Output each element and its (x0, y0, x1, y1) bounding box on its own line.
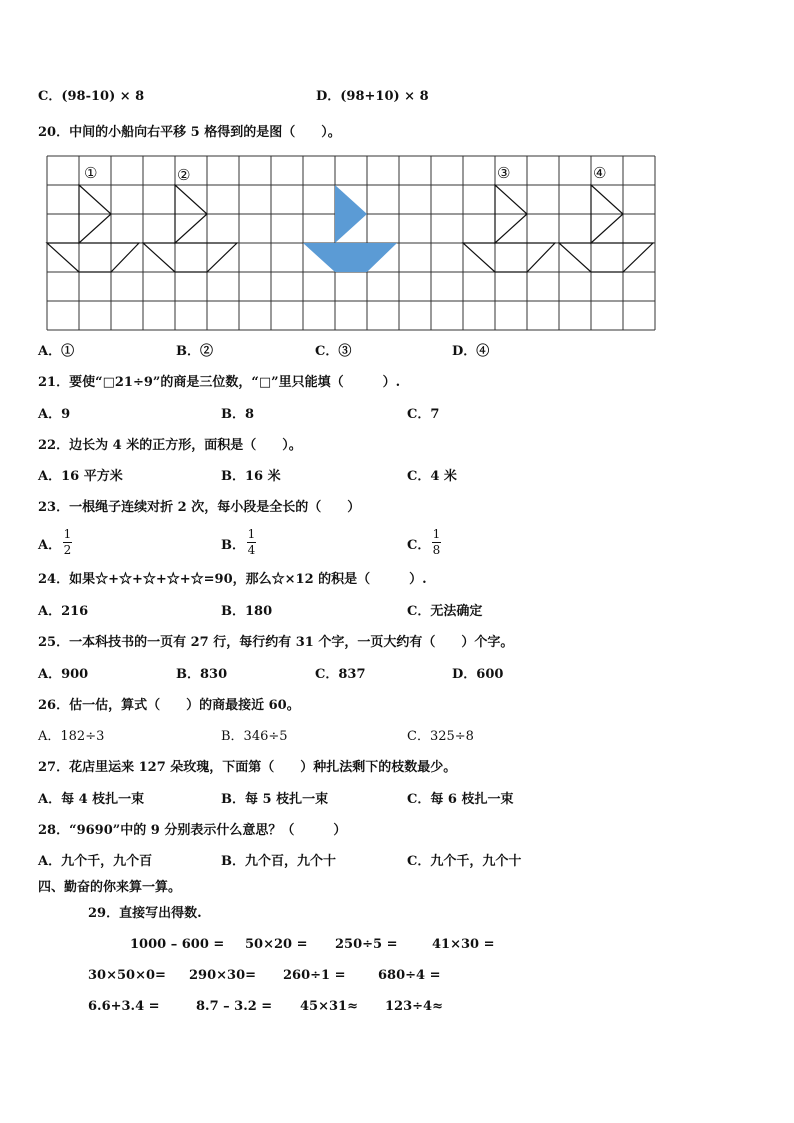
q29-r3-c3: 45×31≈ (300, 999, 358, 1014)
q19-option-d: D．(98+10) × 8 (316, 89, 429, 104)
label-1: ① (84, 164, 98, 182)
boat-3 (463, 185, 555, 272)
q23-fraction-b-den: 4 (247, 543, 256, 557)
q26-option-c: C．325÷8 (407, 729, 474, 744)
q21-option-c: C．7 (407, 407, 440, 422)
boat-4-hull (559, 243, 653, 272)
boat-grid-figure (0, 150, 794, 350)
label-4: ④ (593, 164, 607, 182)
boat-2-hull (143, 243, 237, 272)
q24-option-b: B．180 (221, 604, 273, 619)
q28-stem: 28．“9690”中的 9 分别表示什么意思？（ ） (38, 823, 347, 838)
q22-option-a: A．16 平方米 (38, 469, 123, 484)
middle-boat-sail (335, 185, 367, 243)
q29-r3-c1: 6.6+3.4 = (88, 999, 160, 1014)
q25-option-a: A．900 (38, 667, 89, 682)
q22-option-b: B．16 米 (221, 469, 281, 484)
middle-boat-hull (303, 243, 397, 272)
middle-boat (303, 185, 397, 272)
q20-option-c: C．③ (315, 344, 352, 359)
q26-stem: 26．估一估，算式（ ）的商最接近 60。 (38, 698, 300, 713)
q29-r3-c4: 123÷4≈ (385, 999, 443, 1014)
q21-stem: 21．要使“□21÷9”的商是三位数，“□”里只能填（ ）. (38, 375, 401, 390)
q29-r1-c4: 41×30 = (432, 937, 495, 952)
boat-4 (559, 185, 653, 272)
q23-fraction-a-num: 1 (63, 527, 72, 541)
boat-1-hull (47, 243, 139, 272)
q28-option-c: C．九个千，九个十 (407, 854, 522, 869)
label-3: ③ (497, 164, 511, 182)
q23-fraction-a (63, 528, 72, 557)
q27-stem: 27．花店里运来 127 朵玫瑰，下面第（ ）种扎法剩下的枝数最少。 (38, 760, 457, 775)
q25-option-d: D．600 (452, 667, 504, 682)
q29-r1-c1: 1000 – 600 = (130, 937, 225, 952)
q23-option-b-letter: B． (221, 538, 245, 553)
q29-r1-c3: 250÷5 = (335, 937, 398, 952)
q23-fraction-b-num: 1 (247, 527, 256, 541)
section-4-heading: 四、勤奋的你来算一算。 (38, 880, 182, 895)
q22-option-c: C．4 米 (407, 469, 457, 484)
q29-r3-c2: 8.7 – 3.2 = (196, 999, 273, 1014)
q23-option-a-letter: A． (38, 538, 62, 553)
q28-option-b: B．九个百，九个十 (221, 854, 336, 869)
q29-r1-c2: 50×20 = (245, 937, 308, 952)
q27-option-a: A．每 4 枝扎一束 (38, 792, 145, 807)
q20-option-b: B．② (176, 344, 213, 359)
q25-option-b: B．830 (176, 667, 228, 682)
q25-option-c: C．837 (315, 667, 366, 682)
q20-option-a: A．① (38, 344, 75, 359)
boat-1 (47, 185, 139, 272)
q28-option-a: A．九个千，九个百 (38, 854, 153, 869)
q23-fraction-c-den: 8 (432, 543, 441, 557)
q24-option-a: A．216 (38, 604, 89, 619)
q27-option-c: C．每 6 枝扎一束 (407, 792, 514, 807)
q26-option-b: B．346÷5 (221, 729, 288, 744)
q23-fraction-a-den: 2 (63, 543, 72, 557)
q19-option-c: C．(98-10) × 8 (38, 89, 145, 104)
q29-r2-c1: 30×50×0= (88, 968, 166, 983)
label-2: ② (177, 166, 191, 184)
q23-fraction-c (432, 528, 441, 557)
q21-option-a: A．9 (38, 407, 71, 422)
q29-r2-c3: 260÷1 = (283, 968, 346, 983)
q23-option-c-letter: C． (407, 538, 431, 553)
q23-stem: 23．一根绳子连续对折 2 次，每小段是全长的（ ） (38, 500, 361, 515)
q22-stem: 22．边长为 4 米的正方形，面积是（ ）。 (38, 438, 302, 453)
q24-option-c: C．无法确定 (407, 604, 483, 619)
q24-stem: 24．如果☆+☆+☆+☆+☆=90，那么☆×12 的积是（ ）. (38, 572, 427, 587)
q23-fraction-c-num: 1 (432, 527, 441, 541)
q29-r2-c4: 680÷4 = (378, 968, 441, 983)
boat-3-hull (463, 243, 555, 272)
q26-option-a: A．182÷3 (38, 729, 105, 744)
q29-stem: 29．直接写出得数. (88, 906, 202, 921)
q23-fraction-b (247, 528, 256, 557)
q29-r2-c2: 290×30= (189, 968, 257, 983)
q25-stem: 25．一本科技书的一页有 27 行，每行约有 31 个字，一页大约有（ ）个字。 (38, 635, 514, 650)
boat-2 (143, 185, 237, 272)
q27-option-b: B．每 5 枝扎一束 (221, 792, 329, 807)
q21-option-b: B．8 (221, 407, 255, 422)
q20-stem: 20．中间的小船向右平移 5 格得到的是图（ ）。 (38, 125, 341, 140)
q20-option-d: D．④ (452, 344, 490, 359)
